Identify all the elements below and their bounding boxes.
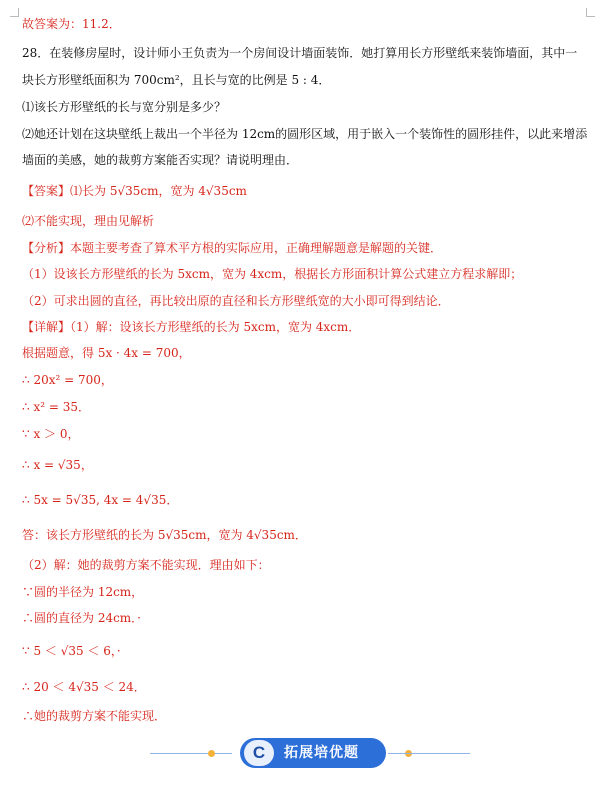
text-line-q28-part2-line1: ⑵她还计划在这块壁纸上裁出一个半径为 12cm的圆形区域，用于嵌入一个装饰性的圆形挂件，以此来增添 <box>22 127 588 141</box>
text-line-q28-line1: 28．在装修房屋时，设计师小王负责为一个房间设计墙面装饰．她打算用长方形壁纸来装饰墙面，其中一 <box>22 46 578 60</box>
text-line-analysis-2: （1）设该长方形壁纸的长为 5xcm，宽为 4xcm，根据长方形面积计算公式建立方程求解即； <box>22 267 523 281</box>
text-line-conclusion-2: ∴她的裁剪方案不能实现． <box>22 709 167 723</box>
text-line-q28-line2: 块长方形壁纸面积为 700cm²，且长与宽的比例是 5 : 4． <box>22 73 331 87</box>
text-line-detail-2: （2）解：她的裁剪方案不能实现．理由如下： <box>22 558 270 572</box>
section-banner <box>150 736 470 770</box>
text-line-q28-part2-line2: 墙面的美感，她的裁剪方案能否实现？请说明理由． <box>22 153 299 167</box>
banner-rule-right <box>388 753 470 754</box>
text-line-answer-1: 【答案】⑴长为 5√35cm，宽为 4√35cm <box>22 184 247 198</box>
section-badge <box>240 738 386 768</box>
text-line-step-8: ∴圆的直径为 24cm．· <box>22 611 141 625</box>
text-line-analysis-1: 【分析】本题主要考查了算术平方根的实际应用，正确理解题意是解题的关键． <box>22 241 443 255</box>
text-line-step-7: ∵圆的半径为 12cm， <box>22 585 144 599</box>
text-line-step-2: ∴ 20x² = 700， <box>22 373 113 387</box>
text-line-prev-answer: 故答案为：11.2． <box>22 17 121 31</box>
banner-rule-left <box>150 753 232 754</box>
text-line-step-3: ∴ x² = 35． <box>22 400 90 414</box>
text-line-detail-1: 【详解】（1）解：设该长方形壁纸的长为 5xcm，宽为 4xcm． <box>22 320 361 334</box>
text-line-analysis-3: （2）可求出圆的直径，再比较出原的直径和长方形壁纸宽的大小即可得到结论． <box>22 294 450 308</box>
text-line-step-10: ∴ 20 ＜ 4√35 ＜ 24． <box>22 680 146 694</box>
banner-dot-left <box>208 750 215 757</box>
text-line-conclusion-1: 答：该长方形壁纸的长为 5√35cm，宽为 4√35cm． <box>22 528 307 542</box>
section-title: 拓展培优题 <box>284 745 359 761</box>
text-line-step-5: ∴ x = √35， <box>22 458 93 472</box>
text-line-answer-2: ⑵不能实现，理由见解析 <box>22 214 155 228</box>
page-corner-mark-left <box>10 8 19 17</box>
text-line-q28-part1: ⑴该长方形壁纸的长与宽分别是多少？ <box>22 100 227 114</box>
text-line-step-6: ∴ 5x = 5√35, 4x = 4√35． <box>22 493 179 507</box>
text-line-step-9: ∵ 5 ＜ √35 ＜ 6，· <box>22 644 121 658</box>
text-line-step-4: ∵ x ＞ 0， <box>22 427 80 441</box>
text-line-step-1: 根据题意，得 5x · 4x = 700， <box>22 346 191 360</box>
section-letter: C <box>244 740 274 766</box>
